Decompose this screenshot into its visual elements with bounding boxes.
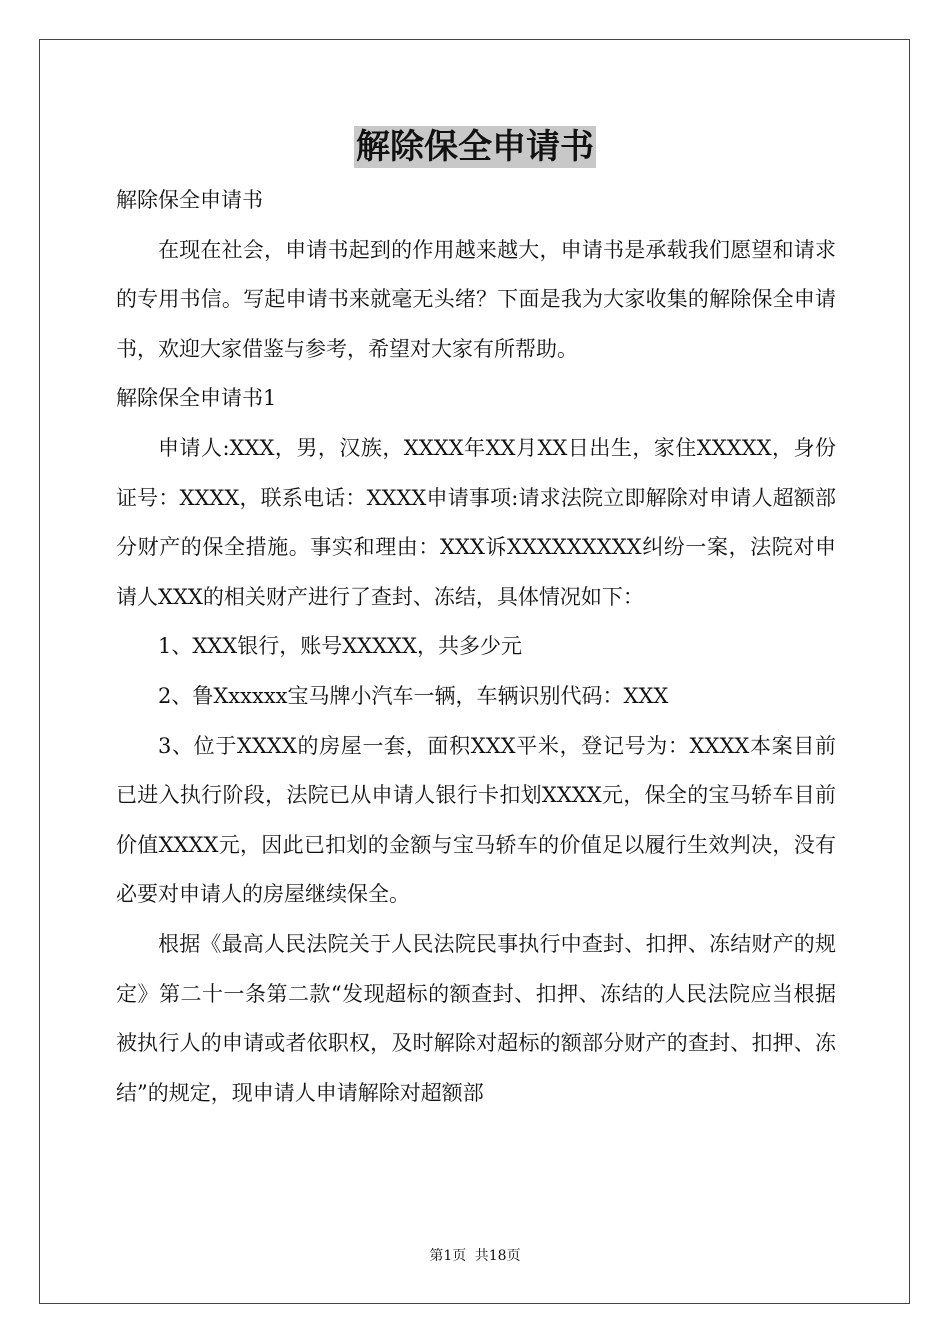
title-container [0,126,950,168]
list-item: 1、XXX银行，账号XXXXX，共多少元 [158,634,522,659]
page-footer [0,1247,950,1265]
section-heading: 解除保全申请书1 [116,386,277,411]
paragraph: 在现在社会，申请书起到的作用越来越大，申请书是承载我们愿望和请求的专用书信。写起申请书来就毫无头绪？下面是我为大家收集的解除保全申请书，欢迎大家借鉴与参考，希望对大家有所帮助。 [116,237,836,361]
page-total: 共18页 [474,1248,521,1264]
list-item: 3、位于XXXX的房屋一套，面积XXX平米，登记号为：XXXX本案目前已进入执行阶段，法院已从申请人银行卡扣划XXXX元，保全的宝马轿车目前价值XXXX元，因此已扣划的金额与宝马轿车的价值足以履行生效判决，没有必要对申请人的房屋继续保全。 [116,733,836,907]
document-body [116,176,836,1118]
page-number: 第1页 [429,1248,467,1264]
paragraph: 解除保全申请书 [116,188,263,212]
paragraph: 根据《最高人民法院关于人民法院民事执行中查封、扣押、冻结财产的规定》第二十一条第二款“发现超标的额查封、扣押、冻结的人民法院应当根据被执行人的申请或者依职权，及时解除对超标的额部分财产的查封、扣押、冻结”的规定，现申请人申请解除对超额部 [116,931,836,1105]
paragraph: 申请人:XXX，男，汉族，XXXX年XX月XX日出生，家住XXXXX，身份证号：XXXX，联系电话：XXXX申请事项:请求法院立即解除对申请人超额部分财产的保全措施。事实和理由：XXX诉XXXXXXXXX纠纷一案，法院对申请人XXX的相关财产进行了查封、冻结，具体情况如下： [116,435,836,609]
document-title: 解除保全申请书 [356,127,594,167]
list-item: 2、鲁Xxxxxx宝马牌小汽车一辆，车辆识别代码：XXX [158,683,669,708]
